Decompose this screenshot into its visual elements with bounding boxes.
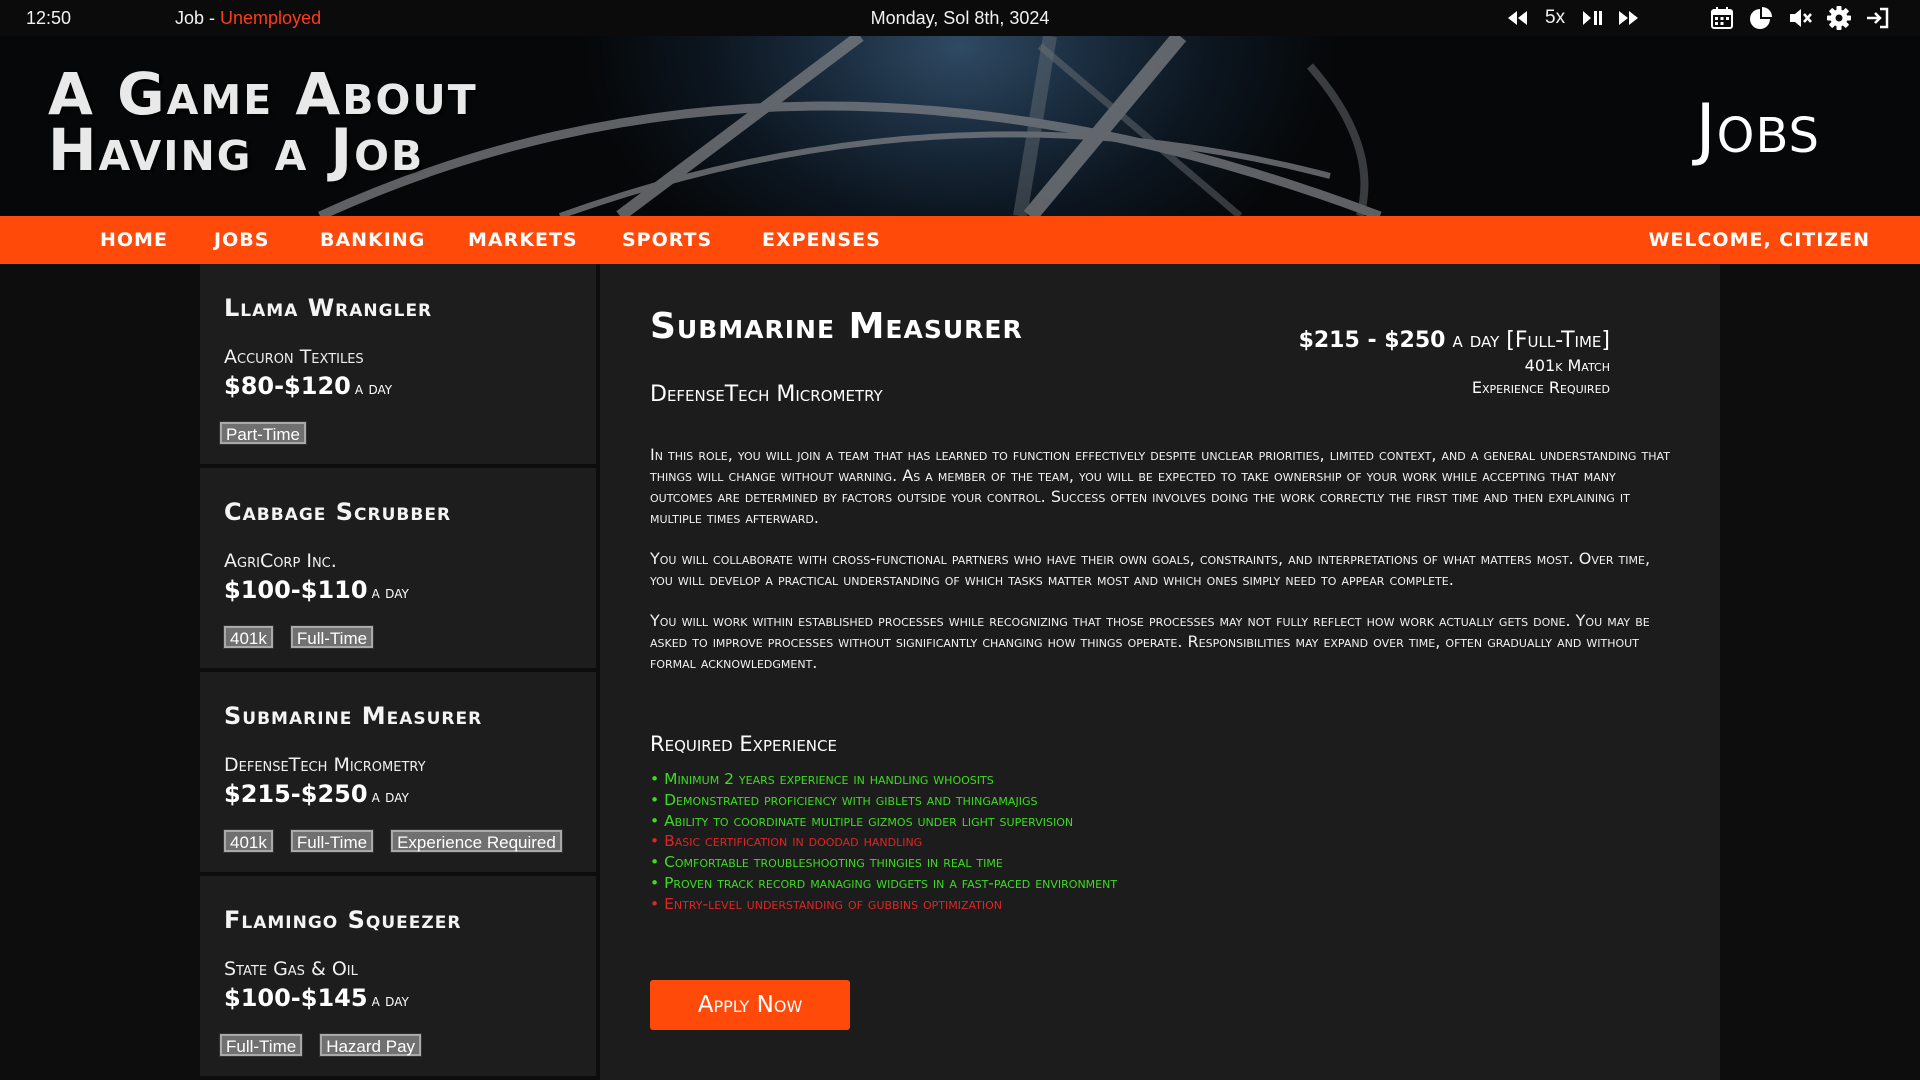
- requirement-item-met: • Ability to coordinate multiple gizmos under light supervision: [650, 811, 1074, 830]
- job-detail-pay-amount: $215 - $250: [1298, 328, 1446, 353]
- job-card[interactable]: [200, 876, 596, 1076]
- game-date: Monday, Sol 8th, 3024: [870, 8, 1050, 28]
- job-card-title: Cabbage Scrubber: [224, 498, 452, 526]
- job-card-title: Submarine Measurer: [224, 702, 483, 730]
- job-detail-title: Submarine Measurer: [650, 306, 1023, 347]
- job-tag: 401k: [224, 626, 273, 648]
- job-card-pay-unit: a day: [354, 379, 393, 399]
- job-status-value: Unemployed: [220, 8, 322, 28]
- welcome-message: WELCOME, CITIZEN: [1648, 229, 1870, 251]
- pie-chart-icon[interactable]: [1748, 5, 1774, 31]
- job-card-pay: [224, 576, 409, 604]
- job-card-company: State Gas & Oil: [224, 958, 358, 980]
- job-card-company: Accuron Textiles: [224, 346, 364, 368]
- nav-expenses[interactable]: EXPENSES: [762, 229, 881, 251]
- job-card-pay-unit: a day: [371, 787, 409, 807]
- banner: [0, 36, 1920, 216]
- job-detail-pay-suffix: a day [Full-Time]: [1445, 328, 1610, 353]
- job-tag: Full-Time: [291, 626, 373, 648]
- job-status-label: Job -: [175, 8, 221, 28]
- job-tag: Full-Time: [220, 1034, 302, 1056]
- requirements-list: [650, 769, 1117, 915]
- job-card-pay: [224, 780, 409, 808]
- job-detail-pay: [1299, 328, 1610, 353]
- job-card-tags: [224, 830, 562, 852]
- requirement-item-met: • Proven track record managing widgets in a fast-paced environment: [650, 873, 1118, 892]
- page-title: Jobs: [1695, 90, 1820, 169]
- requirement-item-met: • Demonstrated proficiency with giblets and thingamajigs: [650, 790, 1038, 809]
- pause-play-icon[interactable]: [1579, 5, 1605, 31]
- job-description: [650, 444, 1670, 693]
- apply-now-button[interactable]: Apply Now: [650, 980, 850, 1030]
- mute-icon[interactable]: [1787, 5, 1813, 31]
- job-card-pay-amount: $80-$120: [224, 372, 351, 400]
- job-card-pay-amount: $100-$145: [224, 984, 368, 1012]
- system-icons: [1709, 5, 1891, 31]
- calendar-icon[interactable]: [1709, 5, 1735, 31]
- nav-markets[interactable]: MARKETS: [468, 229, 578, 251]
- speed-value: 5x: [1545, 7, 1566, 28]
- job-tag: Full-Time: [291, 830, 373, 852]
- job-description-paragraph: You will collaborate with cross-functional partners who have their own goals, constraints, and interpretations of what matters most. Over time, you will develop a practical understanding of which tasks matter most and which ones simply need to appear complete.: [650, 549, 1651, 589]
- job-detail-pay-block: [1299, 328, 1610, 397]
- job-card-company: AgriCorp Inc.: [224, 550, 337, 572]
- nav-sports[interactable]: SPORTS: [622, 229, 713, 251]
- requirement-item-met: • Minimum 2 years experience in handling whoosits: [650, 770, 994, 788]
- job-card-title: Llama Wrangler: [224, 294, 433, 322]
- job-card-selected[interactable]: [200, 672, 596, 872]
- job-detail-panel: [600, 264, 1720, 1080]
- job-description-paragraph: In this role, you will join a team that has learned to function effectively despite unclear priorities, limited context, and a general understanding that things will change without warning. As a member of the team, you will be expected to take ownership of your work while accepting that many outcomes are determined by factors outside your control. Success often involves doing the work correctly the first time and then explaining it multiple times afterward.: [650, 445, 1670, 527]
- site-title-line2: Having a Job: [48, 116, 425, 184]
- nav-home[interactable]: HOME: [100, 229, 168, 251]
- job-card[interactable]: [200, 468, 596, 668]
- status-bar: [0, 0, 1920, 36]
- nav-banking[interactable]: BANKING: [320, 229, 426, 251]
- job-card-pay-unit: a day: [371, 991, 409, 1011]
- job-card-company: DefenseTech Micrometry: [224, 754, 426, 776]
- rewind-icon[interactable]: [1505, 5, 1531, 31]
- job-card[interactable]: [200, 264, 596, 464]
- site-title: [48, 60, 478, 184]
- required-experience-heading: Required Experience: [650, 732, 837, 756]
- job-tag: Part-Time: [220, 422, 306, 444]
- speed-controls: [1505, 6, 1641, 30]
- job-tag: Hazard Pay: [320, 1034, 421, 1056]
- clock: 12:50: [26, 8, 72, 28]
- job-tag: 401k: [224, 830, 273, 852]
- site-title-line1: A Game About: [48, 60, 478, 128]
- job-detail-requirement: Experience Required: [1471, 378, 1610, 397]
- gear-icon[interactable]: [1826, 5, 1852, 31]
- main-nav: [0, 216, 1920, 264]
- job-card-pay-amount: $100-$110: [224, 576, 368, 604]
- requirement-item-unmet: • Entry-level understanding of gubbins optimization: [650, 894, 1003, 913]
- logout-icon[interactable]: [1865, 5, 1891, 31]
- job-card-pay: [224, 984, 409, 1012]
- job-card-pay-unit: a day: [371, 583, 409, 603]
- nav-jobs[interactable]: JOBS: [214, 229, 270, 251]
- job-card-tags: [224, 626, 373, 648]
- fast-forward-icon[interactable]: [1615, 5, 1641, 31]
- requirement-item-unmet: • Basic certification in doodad handling: [650, 832, 923, 851]
- job-detail-benefit: 401k Match: [1524, 356, 1610, 375]
- job-card-tags: [220, 422, 306, 444]
- job-detail-company: DefenseTech Micrometry: [650, 382, 883, 407]
- requirement-item-met: • Comfortable troubleshooting thingies in real time: [650, 853, 1003, 872]
- job-list: [200, 264, 596, 1080]
- job-tag: Experience Required: [391, 830, 562, 852]
- job-card-tags: [220, 1034, 421, 1056]
- job-status: [175, 8, 321, 29]
- job-description-paragraph: You will work within established processes while recognizing that those processes may not fully reflect how work actually gets done. You may be asked to improve processes without significantly changing how things operate. Responsibilities may expand over time, often gradually and without formal acknowledgment.: [650, 611, 1650, 672]
- job-card-pay-amount: $215-$250: [224, 780, 368, 808]
- job-card-title: Flamingo Squeezer: [224, 906, 462, 934]
- job-card-pay: [224, 372, 392, 400]
